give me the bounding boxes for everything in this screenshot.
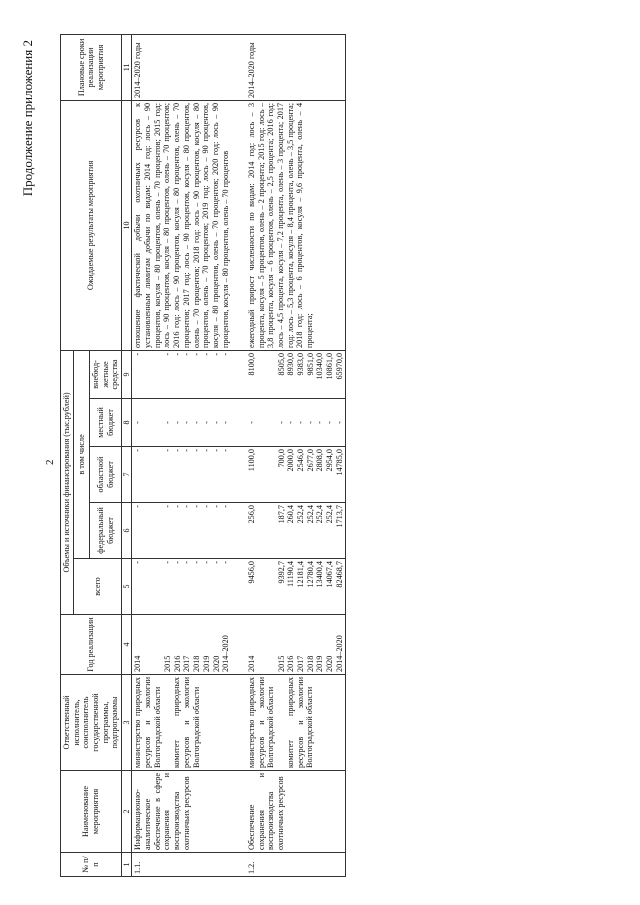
program-table [60,34,346,877]
column-number-row [122,34,132,876]
table-value: 8505,0 [276,352,286,376]
table-value: 2014 [246,655,256,672]
planned-terms: 2014–2020 годы [132,34,232,100]
empty-cell [232,447,246,503]
col-number: 1 [122,853,132,877]
table-value: 2000,0 [286,449,296,472]
table-value: 2017 [182,655,192,672]
regional-cell [132,447,232,503]
total-cell [246,559,346,615]
table-value: - [182,505,192,508]
table-value: - [221,561,231,564]
table-value: 2808,0 [315,449,325,472]
table-value: 187,7 [276,505,286,524]
table-value: - [133,352,143,356]
page-number: 2 [44,459,56,465]
spacer [267,561,277,612]
table-value: - [172,505,182,508]
executor-cell [246,675,346,771]
empty-cell [232,771,246,853]
table-value: 260,4 [286,505,296,524]
col-number: 7 [122,447,132,503]
table-value: 2019 [315,655,325,672]
table-value: 2014–2020 [221,635,231,672]
spacer [257,353,267,396]
table-value: 9851,0 [305,352,315,376]
col-number: 6 [122,503,132,559]
header-results: Ожидаемые результаты мероприятия [61,100,122,350]
table-value: 2020 [324,655,334,672]
table-value: - [201,421,211,424]
header-year: Год реализации [61,615,122,675]
table-value: - [201,505,211,508]
table-value: - [163,352,173,356]
table-value: - [211,421,221,424]
table-value: 256,0 [246,505,256,524]
table-value: - [163,421,173,424]
expected-results: отношение фактической добычи охотничьих ресурсов к установленным лимитам добычи по видам: 2014 год: лось – 90 процентов, косуля – 80 процентов, олень – 70 процентов; 2015 год: лось – 90 процентов, косуля – 80 процентов, олень – 70 процентов; 2016 год: лось – 90 процентов, косуля – 80 процентов, олень – 70 процентов; 2017 год: лось – 90 процентов, косуля – 80 процентов, олень – 70 процентов; 2018 год: лось – 90 процентов, косуля – 80 процентов, олень – 70 процентов; 2019 год: лось – 90 процентов, косуля – 80 процентов, олень – 70 процентов; 2020 год: лось – 90 процентов, косуля – 80 процентов, олень – 70 процентов [132,100,232,350]
empty-cell [232,100,246,350]
spacer [267,617,277,672]
row-spacer [232,34,246,876]
empty-cell [232,675,246,771]
table-value: - [295,421,305,424]
spacer [153,505,163,556]
table-value: - [192,561,202,564]
table-value: 10861,0 [324,352,334,380]
executor-secondary: комитет природных ресурсов и экологии Волгоградской области [285,677,315,768]
table-value: - [192,352,202,356]
spacer [153,617,163,672]
col-number: 5 [122,559,132,615]
appendix-caption: Продолжение приложения 2 [20,40,35,197]
header-executor: Ответственный исполнитель, соисполнитель государственной программы, подпрограммы [61,675,122,771]
col-number: 3 [122,675,132,771]
table-value: 10340,0 [315,352,325,380]
executor-secondary: комитет природных ресурсов и экологии Волгоградской области [172,677,201,768]
spacer [267,505,277,556]
spacer [143,505,153,556]
local-cell [132,399,232,447]
table-value: 2017 [295,655,305,672]
row-number: 1.2. [246,853,346,877]
table-value: 2018 [305,655,315,672]
header-funding: Объемы и источники финансирования (тыс.рублей) [61,350,74,614]
spacer [143,617,153,672]
spacer [153,401,163,444]
table-value: - [221,352,231,356]
table-body [132,34,346,876]
table-value: 252,4 [305,505,315,524]
table-value: - [211,352,221,356]
spacer [143,561,153,612]
empty-cell [232,350,246,398]
table-value: 9392,7 [276,561,286,584]
header-incl: в том числе [73,350,89,558]
spacer [143,353,153,396]
spacer [257,449,267,500]
table-value: 82468,7 [334,561,344,588]
table-value: 11190,4 [286,561,296,588]
table-value: - [182,561,192,564]
table-value: 2015 [163,655,173,672]
col-number: 4 [122,615,132,675]
table-value: - [276,421,286,424]
header-regional: областной бюджет [90,447,122,503]
spacer [267,401,277,444]
col-number: 8 [122,399,132,447]
col-number: 2 [122,771,132,853]
table-value: 14067,4 [324,561,334,588]
table-value: - [192,421,202,424]
executor-primary: министерство природных ресурсов и экологии Волгоградской области [246,677,276,768]
row-number: 1.1. [132,853,232,877]
table-value: - [192,505,202,508]
table-value: - [133,449,143,452]
table-value: - [182,421,192,424]
table-value: - [163,561,173,564]
spacer [257,401,267,444]
table-value: - [246,421,256,424]
years-cell [132,615,232,675]
table-value: - [163,449,173,452]
col-number: 11 [122,34,132,100]
empty-cell [232,34,246,100]
spacer [153,353,163,396]
planned-terms: 2014–2020 годы [246,34,346,100]
federal-cell [132,503,232,559]
table-value: 65970,0 [334,352,344,380]
years-cell [246,615,346,675]
empty-cell [232,853,246,877]
table-value: 252,4 [315,505,325,524]
table-value: 8100,0 [246,352,256,376]
table-value: 2020 [211,655,221,672]
empty-cell [232,559,246,615]
table-value: 2018 [192,655,202,672]
table-value: 12181,4 [295,561,305,588]
table-value: 14785,0 [334,449,344,476]
table-value: - [211,505,221,508]
spacer [257,561,267,612]
empty-cell [232,399,246,447]
table-row [132,34,232,876]
table-value: 9383,0 [295,352,305,376]
regional-cell [246,447,346,503]
spacer [143,449,153,500]
spacer [153,449,163,500]
table-value: 700,0 [276,449,286,468]
spacer [257,505,267,556]
executor-cell [132,675,232,771]
table-value: - [305,421,315,424]
table-value: - [163,505,173,508]
table-value: - [182,449,192,452]
table-value: - [133,561,143,564]
table-row [246,34,346,876]
table-value: - [201,561,211,564]
table-value: - [172,561,182,564]
header-num: № п/п [61,853,122,877]
extra-cell [246,350,346,398]
spacer [267,449,277,500]
header-name: Наименование мероприятия [61,771,122,853]
table-value: 12780,4 [305,561,315,588]
table-value: - [334,421,344,424]
table-value: 2677,0 [305,449,315,472]
table-value: - [324,421,334,424]
spacer [162,677,172,768]
expected-results: ежегодный прирост численности по видам: 2014 год: лось – 3 процента, косуля – 5 процентов, олень – 2 процента; 2015 год: лось – 3,8 процента, косуля – 6 процентов, олень – 2,5 процента; 2016 год: лось – 4,5 процента, косуля – 7,2 процента, олень – 3 процента; 2017 год: лось – 5,3 процента, косуля – 8,4 процента, олень – 3,5 процента; 2018 год: лось – 6 процентов, косуля – 9,6 процента, олень – 4 процента; [246,100,346,350]
header-local: местный бюджет [90,399,122,447]
header-extra: внебюд-жетные средства [90,350,122,398]
table-value: 2016 [286,655,296,672]
spacer [267,353,277,396]
spacer [143,401,153,444]
table-value: 9456,0 [246,561,256,584]
table-value: 2015 [276,655,286,672]
table-value: 252,4 [295,505,305,524]
table-value: - [172,449,182,452]
table-value: - [221,505,231,508]
federal-cell [246,503,346,559]
table-value: - [172,421,182,424]
table-value: 2546,0 [295,449,305,472]
table-value: - [133,505,143,508]
spacer [276,677,286,768]
table-value: 1713,7 [334,505,344,528]
table-value: 2019 [201,655,211,672]
empty-cell [232,615,246,675]
measure-name: Обеспечение сохранения и воспроизводства охотничьих ресурсов [246,771,346,853]
table-value: - [315,421,325,424]
total-cell [132,559,232,615]
table-value: - [201,352,211,356]
table-value: - [182,352,192,356]
table-value: - [133,421,143,424]
table-value: - [221,421,231,424]
header-terms: Плановые сроки реализации мероприятия [61,34,122,100]
extra-cell [132,350,232,398]
table-value: - [286,421,296,424]
table-value: - [201,449,211,452]
spacer [153,561,163,612]
table-value: 2014 [133,655,143,672]
table-value: - [172,352,182,356]
table-value: 2016 [172,655,182,672]
table-value: 2014–2020 [334,635,344,672]
table-value: - [211,449,221,452]
spacer [257,617,267,672]
header-total: всего [73,559,121,615]
header-federal: федеральный бюджет [90,503,122,559]
measure-name: Информационно-аналитическое обеспечение в сфере сохранения и воспроизводства охотничьих ресурсов [132,771,232,853]
table-value: - [211,561,221,564]
table-value: 8930,0 [286,352,296,376]
col-number: 10 [122,100,132,350]
table-value: 1100,0 [246,449,256,472]
local-cell [246,399,346,447]
table-value: 13400,4 [315,561,325,588]
empty-cell [232,503,246,559]
col-number: 9 [122,350,132,398]
table-value: 252,4 [324,505,334,524]
table-value: 2954,0 [324,449,334,472]
table-value: - [192,449,202,452]
table-value: - [221,449,231,452]
executor-primary: министерство природных ресурсов и экологии Волгоградской области [133,677,162,768]
